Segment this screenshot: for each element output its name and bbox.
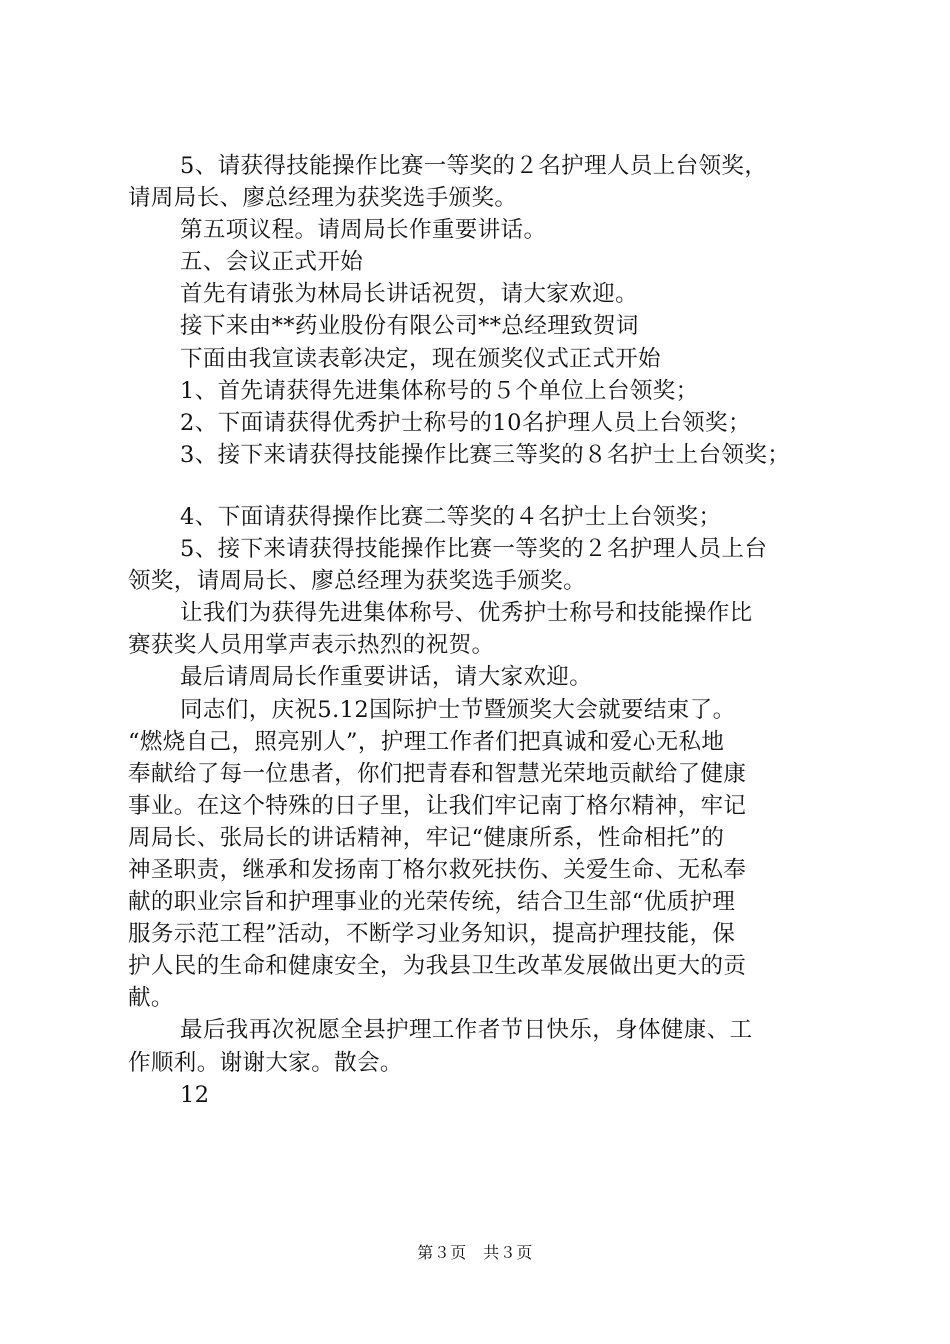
- text-line: 首先有请张为林局长讲话祝贺，请大家欢迎。: [180, 281, 639, 308]
- text-line: “燃烧自己，照亮别人”，护理工作者们把真诚和爱心无私地: [128, 728, 725, 755]
- text-line: 5、请获得技能操作比赛一等奖的２名护理人员上台领奖，: [180, 153, 768, 179]
- text-line: 下面由我宣读表彰决定，现在颁奖仪式正式开始: [180, 345, 661, 372]
- text-line: 12: [180, 1081, 210, 1108]
- text-line: 赛获奖人员用掌声表示热烈的祝贺。: [128, 632, 495, 659]
- text-line: 五、会议正式开始: [180, 249, 364, 276]
- text-line: 5、接下来请获得技能操作比赛一等奖的２名护理人员上台: [180, 536, 768, 563]
- page-footer: 第３页 共３页: [417, 1243, 533, 1262]
- text-line: 4、下面请获得操作比赛二等奖的４名护士上台领奖；: [180, 503, 722, 530]
- text-line: 最后请周局长作重要讲话，请大家欢迎。: [180, 664, 593, 691]
- text-line: 3、接下来请获得技能操作比赛三等奖的８名护士上台领奖；: [180, 441, 791, 468]
- document-body: [128, 150, 840, 1111]
- text-line: 事业。在这个特殊的日子里，让我们牢记南丁格尔精神，牢记: [128, 792, 747, 819]
- text-line: 同志们，庆祝5.12国际护士节暨颁奖大会就要结束了。: [180, 696, 736, 723]
- text-line: 请周局长、廖总经理为获奖选手颁奖。: [128, 185, 518, 212]
- text-line: 领奖，请周局长、廖总经理为获奖选手颁奖。: [128, 568, 587, 595]
- text-line: 2、下面请获得优秀护士称号的10名护理人员上台领奖；: [180, 409, 751, 436]
- text-line: 服务示范工程”活动，不断学习业务知识，提高护理技能，保: [128, 921, 736, 948]
- text-line: 献的职业宗旨和护理事业的光荣传统，结合卫生部“优质护理: [128, 889, 736, 916]
- text-line: 作顺利。谢谢大家。散会。: [128, 1049, 403, 1076]
- text-line: 接下来由**药业股份有限公司**总经理致贺词: [180, 313, 639, 340]
- text-line: 奉献给了每一位患者，你们把青春和智慧光荣地贡献给了健康: [128, 760, 747, 787]
- text-line: 神圣职责，继承和发扬南丁格尔救死扶伤、关爱生命、无私奉: [128, 856, 747, 883]
- text-line: 1、首先请获得先进集体称号的５个单位上台领奖；: [180, 377, 699, 404]
- text-line: 让我们为获得先进集体称号、优秀护士称号和技能操作比: [180, 600, 753, 627]
- text-line: 最后我再次祝愿全县护理工作者节日快乐，身体健康、工: [180, 1017, 753, 1044]
- text-line: 周局长、张局长的讲话精神，牢记“健康所系，性命相托”的: [128, 824, 725, 851]
- paragraph-gap: [128, 471, 840, 501]
- text-line: 护人民的生命和健康安全，为我县卫生改革发展做出更大的贡: [128, 953, 747, 980]
- text-line: 献。: [128, 985, 174, 1012]
- text-line: 第五项议程。请周局长作重要讲话。: [180, 217, 547, 244]
